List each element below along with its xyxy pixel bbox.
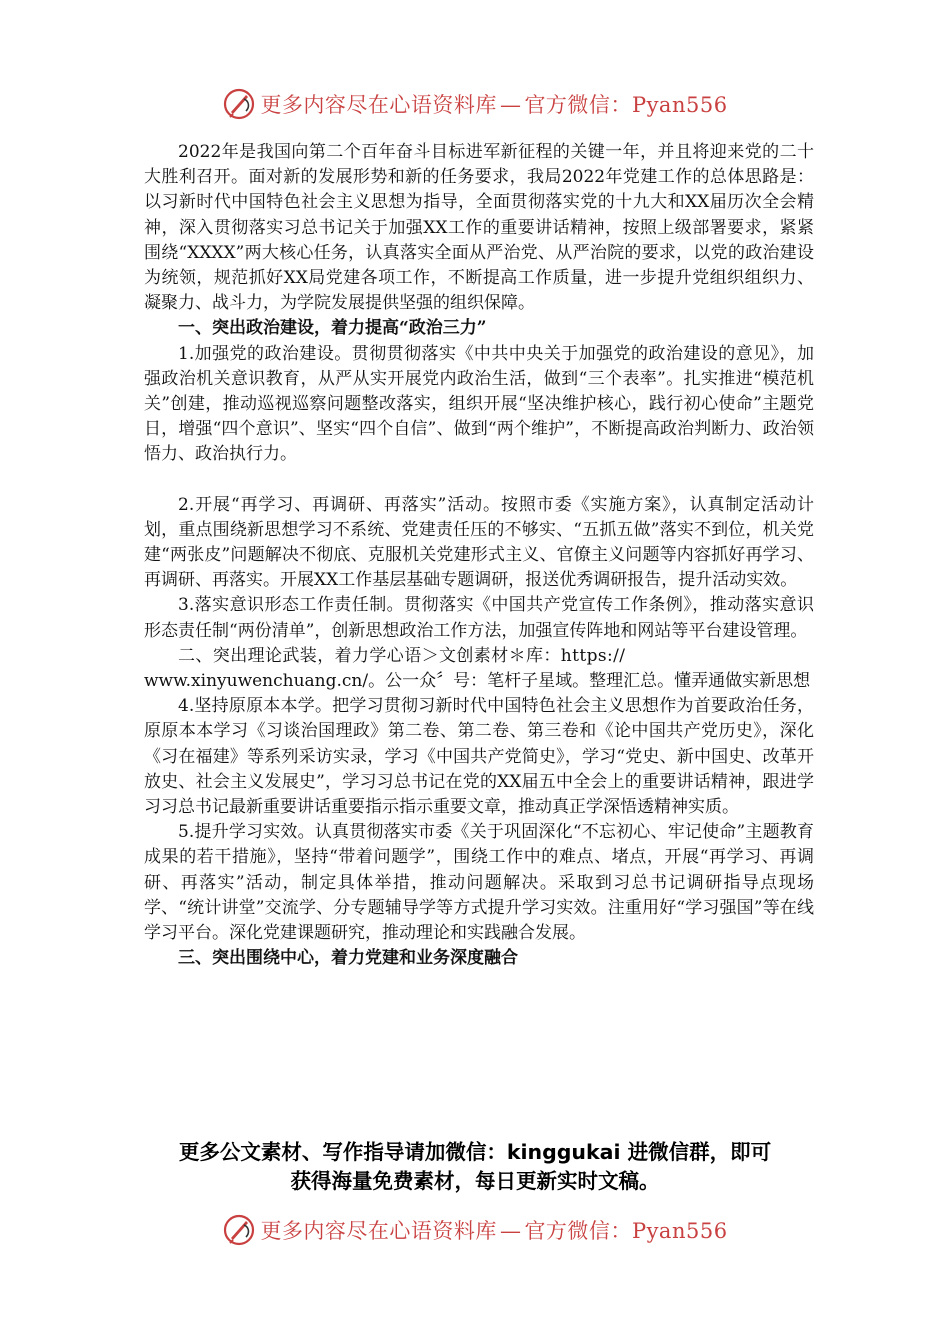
quill-logo-icon xyxy=(222,87,256,121)
banner-text xyxy=(260,89,727,119)
banner-wechat-label: 官方微信： xyxy=(524,1219,632,1243)
quill-logo-icon xyxy=(222,1213,256,1247)
item-1-paragraph: 1.加强党的政治建设。贯彻贯彻落实《中共中央关于加强党的政治建设的意见》，加强政治机关意识教育，从严从实开展党内政治生活，做到“三个表率”。扎实推进“模范机关”创建，推动巡视巡察问题整改落实，组织开展“坚决维护核心，践行初心使命”主题党日，增强“四个意识”、坚实“四个自信”、做到“两个维护”，不断提高政治判断力、政治领悟力、政治执行力。 xyxy=(144,343,814,465)
item-2-paragraph: 2.开展“再学习、再调研、再落实”活动。按照市委《实施方案》，认真制定活动计划，重点围绕新思想学习不系统、党建责任压的不够实、“五抓五做”落实不到位，机关党建“两张皮”问题解决不彻底、克服机关党建形式主义、官僚主义问题等内容抓好再学习、再调研、再落实。开展XX工作基层基础专题调研，报送优秀调研报告，提升活动实效。 xyxy=(144,494,814,591)
banner-site: 更多内容尽在心语资料库 xyxy=(260,1219,497,1243)
banner-wechat-id: Pyan556 xyxy=(631,1219,728,1243)
promo-line-1: 更多公文素材、写作指导请加微信：kinggukai 进微信群，即可 xyxy=(178,1140,772,1164)
header-banner xyxy=(0,82,950,126)
intro-paragraph: 2022年是我国向第二个百年奋斗目标进军新征程的关键一年，并且将迎来党的二十大胜利召开。面对新的发展形势和新的任务要求，我局2022年党建工作的总体思路是：以习新时代中国特色社会主义思想为指导，全面贯彻落实党的十九大和XX届历次全会精神，深入贯彻落实习总书记关于加强XX工作的重要讲话精神，按照上级部署要求，紧紧围绕“XXXX”两大核心任务，认真落实全面从严治党、从严治院的要求，以党的政治建设为统领，规范抓好XX局党建各项工作，不断提高工作质量，进一步提升党组织组织力、凝聚力、战斗力，为学院发展提供坚强的组织保障。 xyxy=(144,142,814,314)
banner-wechat-id: Pyan556 xyxy=(631,93,728,117)
banner-separator: — xyxy=(499,1219,522,1243)
item-5-paragraph: 5.提升学习实效。认真贯彻落实市委《关于巩固深化“不忘初心、牢记使命”主题教育成果的若干措施》，坚持“带着问题学”，围绕工作中的难点、堵点，开展“再学习、再调研、再落实”活动，制定具体举措，推动问题解决。采取到习总书记调研指导点现场学、“统计讲堂”交流学、分专题辅导学等方式提升学习实效。注重用好“学习强国”等在线学习平台。深化党建课题研究，推动理论和实践融合发展。 xyxy=(144,822,814,944)
promo-notice xyxy=(60,1138,890,1196)
promo-line-2: 获得海量免费素材，每日更新实时文稿。 xyxy=(290,1169,660,1193)
section-1-heading: 一、突出政治建设，着力提高“政治三力” xyxy=(178,318,487,339)
footer-banner xyxy=(0,1208,950,1252)
document-body xyxy=(144,140,814,972)
section-2-heading-line-1: 二、突出理论武装，着力学心语＞文创素材＊库：https:// xyxy=(178,645,626,666)
blank-line xyxy=(144,468,814,493)
section-3-heading: 三、突出围绕中心，着力党建和业务深度融合 xyxy=(178,948,518,969)
banner-text xyxy=(260,1215,727,1245)
section-2-heading-line-2: www.xinyuwenchuang.cn/。公一众〞号：笔杆子星域。整理汇总。懂弄通做实新思想 xyxy=(144,671,811,692)
banner-site: 更多内容尽在心语资料库 xyxy=(260,93,497,117)
banner-separator: — xyxy=(499,93,522,117)
item-3-paragraph: 3.落实意识形态工作责任制。贯彻落实《中国共产党宣传工作条例》，推动落实意识形态责任制“两份清单”，创新思想政治工作方法，加强宣传阵地和网站等平台建设管理。 xyxy=(144,595,814,641)
item-4-paragraph: 4.坚持原原本本学。把学习贯彻习新时代中国特色社会主义思想作为首要政治任务，原原本本学习《习谈治国理政》第二卷、第二卷、第三卷和《论中国共产党历史》，深化《习在福建》等系列采访实录，学习《中国共产党简史》，学习“党史、新中国史、改革开放史、社会主义发展史”，学习习总书记在党的XX届五中全会上的重要讲话精神，跟进学习习总书记最新重要讲话重要指示指示重要文章，推动真正学深悟透精神实质。 xyxy=(144,696,814,818)
banner-wechat-label: 官方微信： xyxy=(524,93,632,117)
